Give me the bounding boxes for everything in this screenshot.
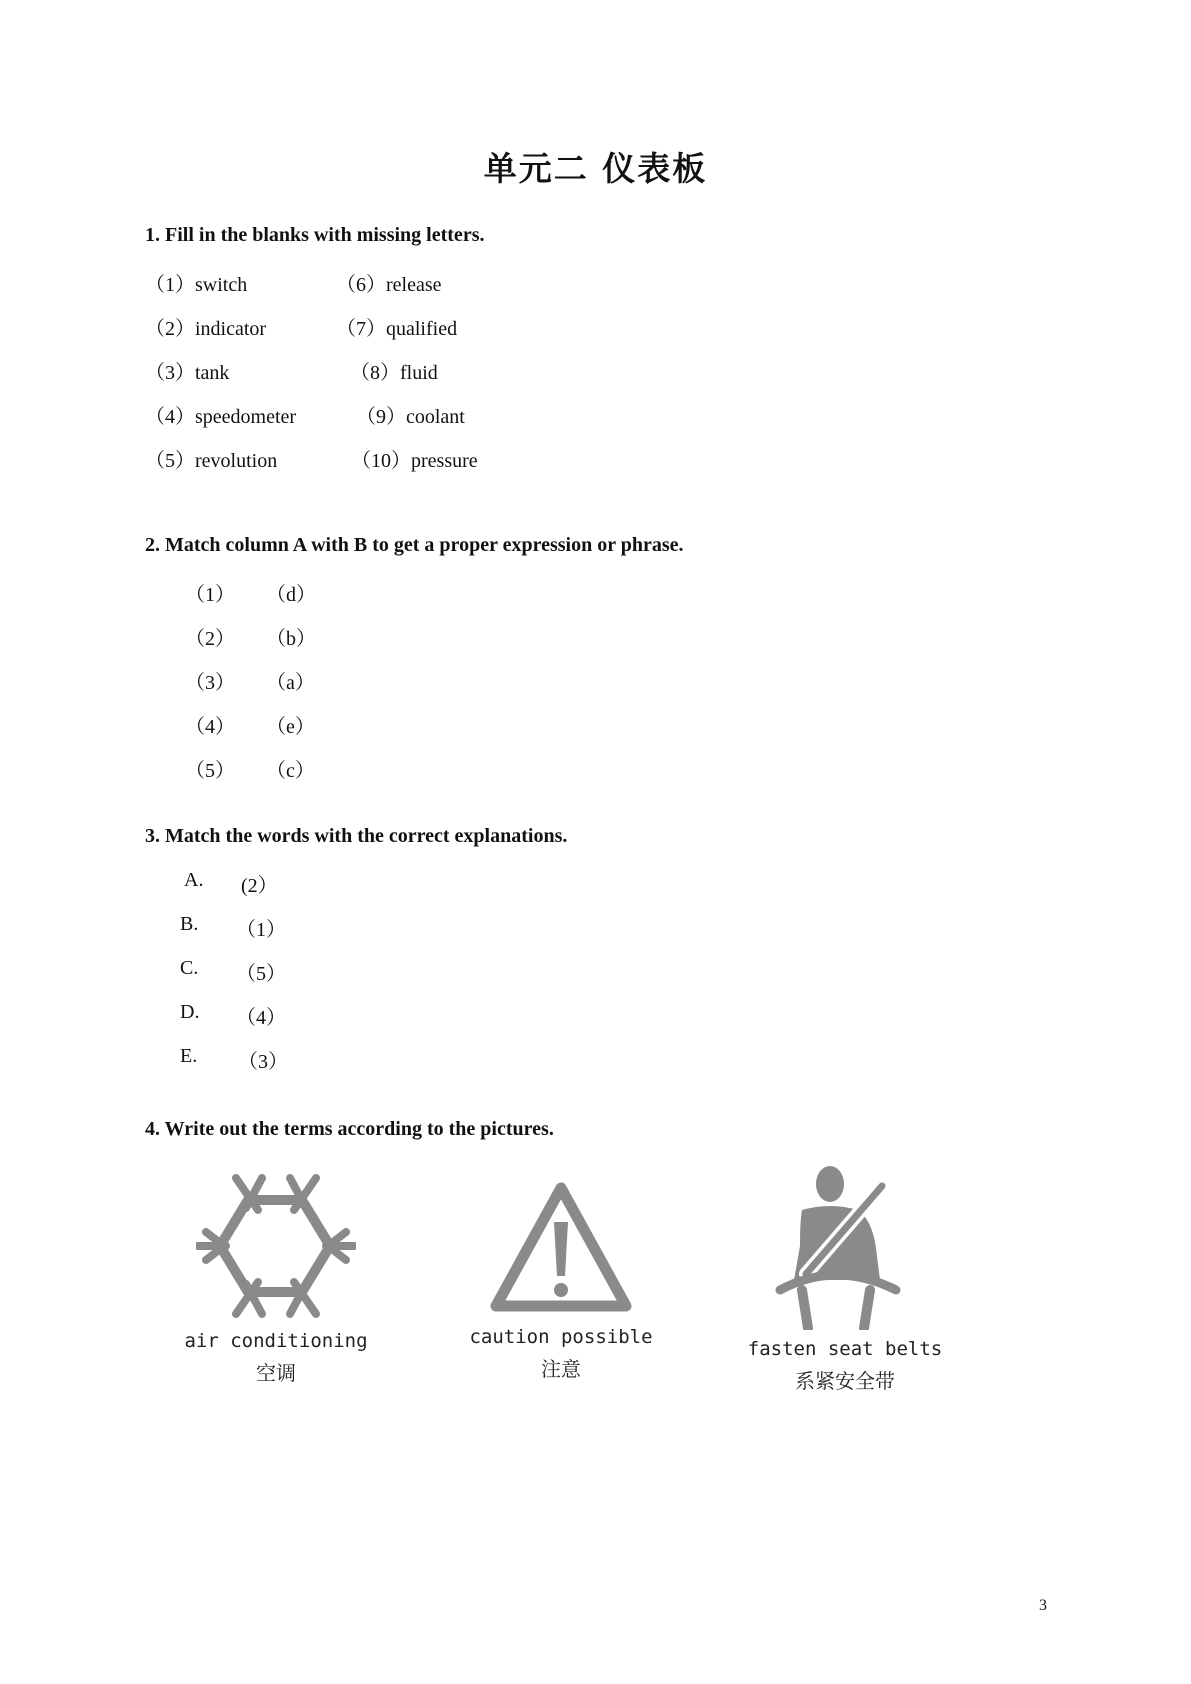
explanation-answer-b: （1） [236, 919, 286, 941]
snowflake-icon [196, 1172, 356, 1320]
blank-item-3: （3）tank [145, 362, 230, 384]
blank-item-1: （1）switch [145, 274, 248, 296]
picture-2-caption-cn: 注意 [541, 1357, 581, 1381]
warning-triangle-icon [488, 1178, 634, 1316]
section2-heading: 2. Match column A with B to get a proper expression or phrase. [145, 534, 684, 556]
page-title: 单元二 仪表板 [483, 149, 708, 188]
explanation-answer-c: （5） [236, 963, 286, 985]
section1-heading: 1. Fill in the blanks with missing letters. [145, 224, 485, 246]
section3-heading: 3. Match the words with the correct explanations. [145, 825, 568, 847]
blank-item-10: （10）pressure [351, 450, 478, 472]
blank-item-7: （7）qualified [336, 318, 458, 340]
blank-item-2: （2）indicator [145, 318, 267, 340]
explanation-letter-e: E. [180, 1045, 198, 1067]
picture-3-caption-en: fasten seat belts [747, 1338, 943, 1360]
picture-1-caption-en: air conditioning [184, 1330, 368, 1352]
picture-3-caption-cn: 系紧安全带 [795, 1369, 895, 1393]
picture-2-caption-en: caution possible [469, 1326, 653, 1348]
explanation-answer-e: （3） [238, 1051, 288, 1073]
explanation-answer-a: (2） [241, 875, 278, 897]
match-answer-2: （b） [266, 628, 316, 650]
explanation-letter-d: D. [180, 1001, 200, 1023]
blank-item-8: （8）fluid [350, 362, 438, 384]
match-answer-4: （e） [266, 716, 315, 738]
page-number: 3 [1039, 1597, 1047, 1614]
match-num-1: （1） [185, 584, 235, 606]
blank-item-6: （6）release [336, 274, 442, 296]
blank-item-5: （5）revolution [145, 450, 278, 472]
match-answer-5: （c） [266, 760, 315, 782]
explanation-answer-d: （4） [236, 1007, 286, 1029]
seatbelt-icon [772, 1162, 912, 1330]
match-num-2: （2） [185, 628, 235, 650]
match-answer-3: （a） [266, 672, 315, 694]
explanation-letter-b: B. [180, 913, 199, 935]
match-num-5: （5） [185, 760, 235, 782]
explanation-letter-a: A. [184, 869, 204, 891]
match-answer-1: （d） [266, 584, 316, 606]
match-num-4: （4） [185, 716, 235, 738]
section4-heading: 4. Write out the terms according to the pictures. [145, 1118, 554, 1140]
explanation-letter-c: C. [180, 957, 199, 979]
picture-1-caption-cn: 空调 [256, 1361, 296, 1385]
match-num-3: （3） [185, 672, 235, 694]
blank-item-9: （9）coolant [356, 406, 465, 428]
blank-item-4: （4）speedometer [145, 406, 297, 428]
